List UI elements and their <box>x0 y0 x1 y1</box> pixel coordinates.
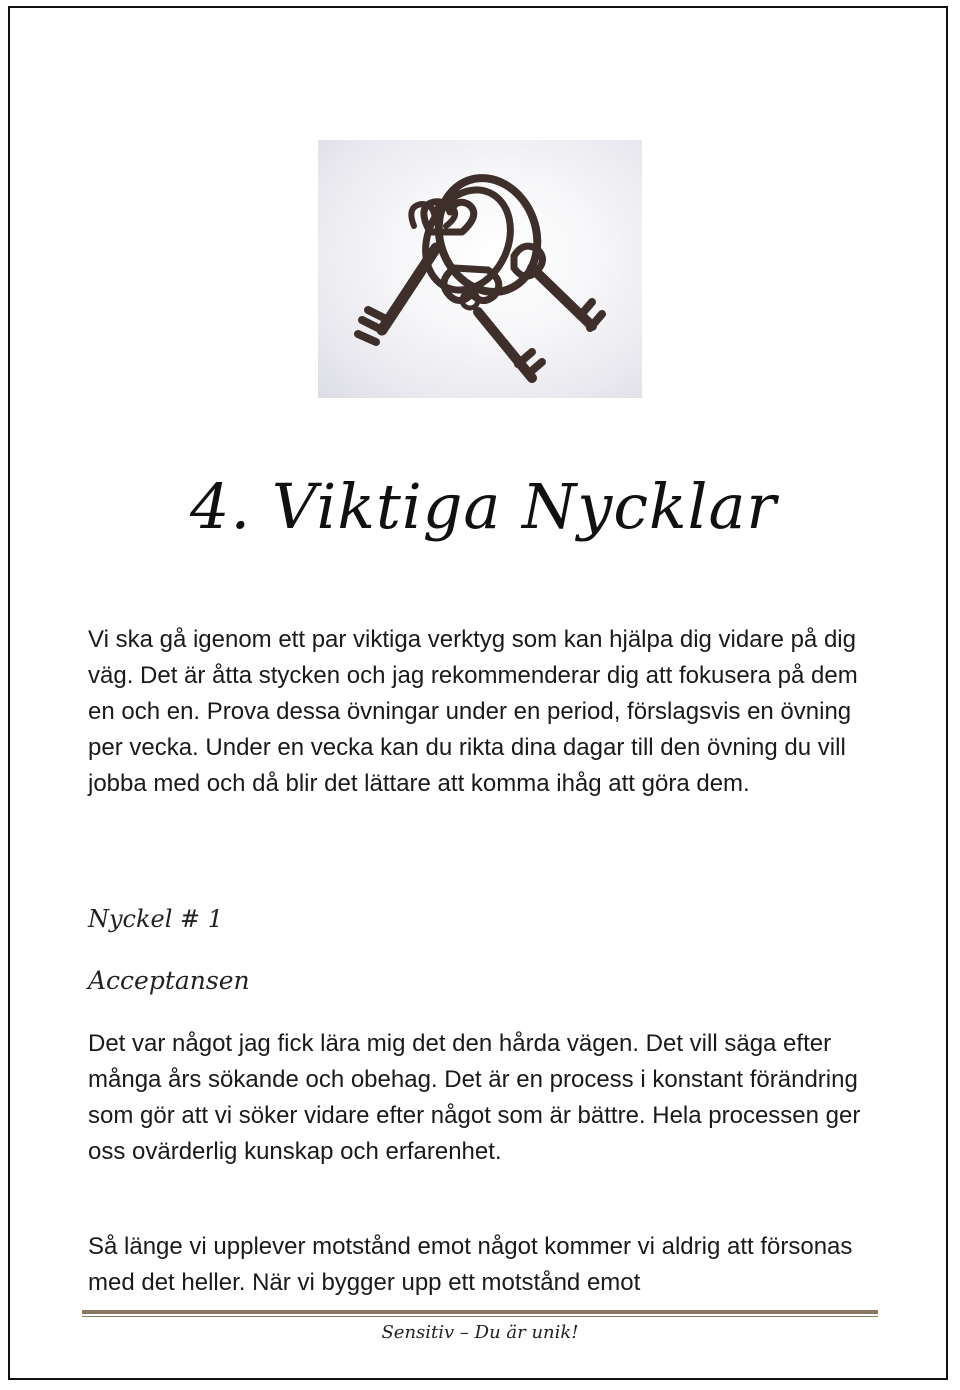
footer-divider-thin <box>82 1316 878 1317</box>
intro-paragraph: Vi ska gå igenom ett par viktiga verktyg som kan hjälpa dig vidare på dig väg. Det är åtta stycken och jag rekommenderar dig att fokusera på dem en och en. Prova dessa övningar under en period, förslagsvis en övning per vecka. Under en vecka kan du rikta dina dagar till den övning du vill jobba med och då blir det lättare att komma ihåg att göra dem. <box>88 626 858 797</box>
chapter-title: 4. Viktiga Nycklar <box>190 470 778 543</box>
antique-keys-icon <box>318 140 642 398</box>
key-name-heading: Acceptansen <box>88 966 250 995</box>
body-paragraph: Det var något jag fick lära mig det den hårda vägen. Det vill säga efter många års sökande och obehag. Det är en process i konstant förändring som gör att vi söker vidare efter något som är bättre. Hela processen ger oss ovärderlig kunskap och erfarenhet. <box>88 1030 861 1165</box>
keys-image <box>318 140 642 398</box>
key-number-heading: Nyckel # 1 <box>88 905 224 933</box>
footer-text: Sensitiv – Du är unik! <box>381 1322 579 1343</box>
footer-divider <box>82 1310 878 1314</box>
body-paragraph: Så länge vi upplever motstånd emot något kommer vi aldrig att försonas med det heller. När vi bygger upp ett motstånd emot <box>88 1233 853 1296</box>
